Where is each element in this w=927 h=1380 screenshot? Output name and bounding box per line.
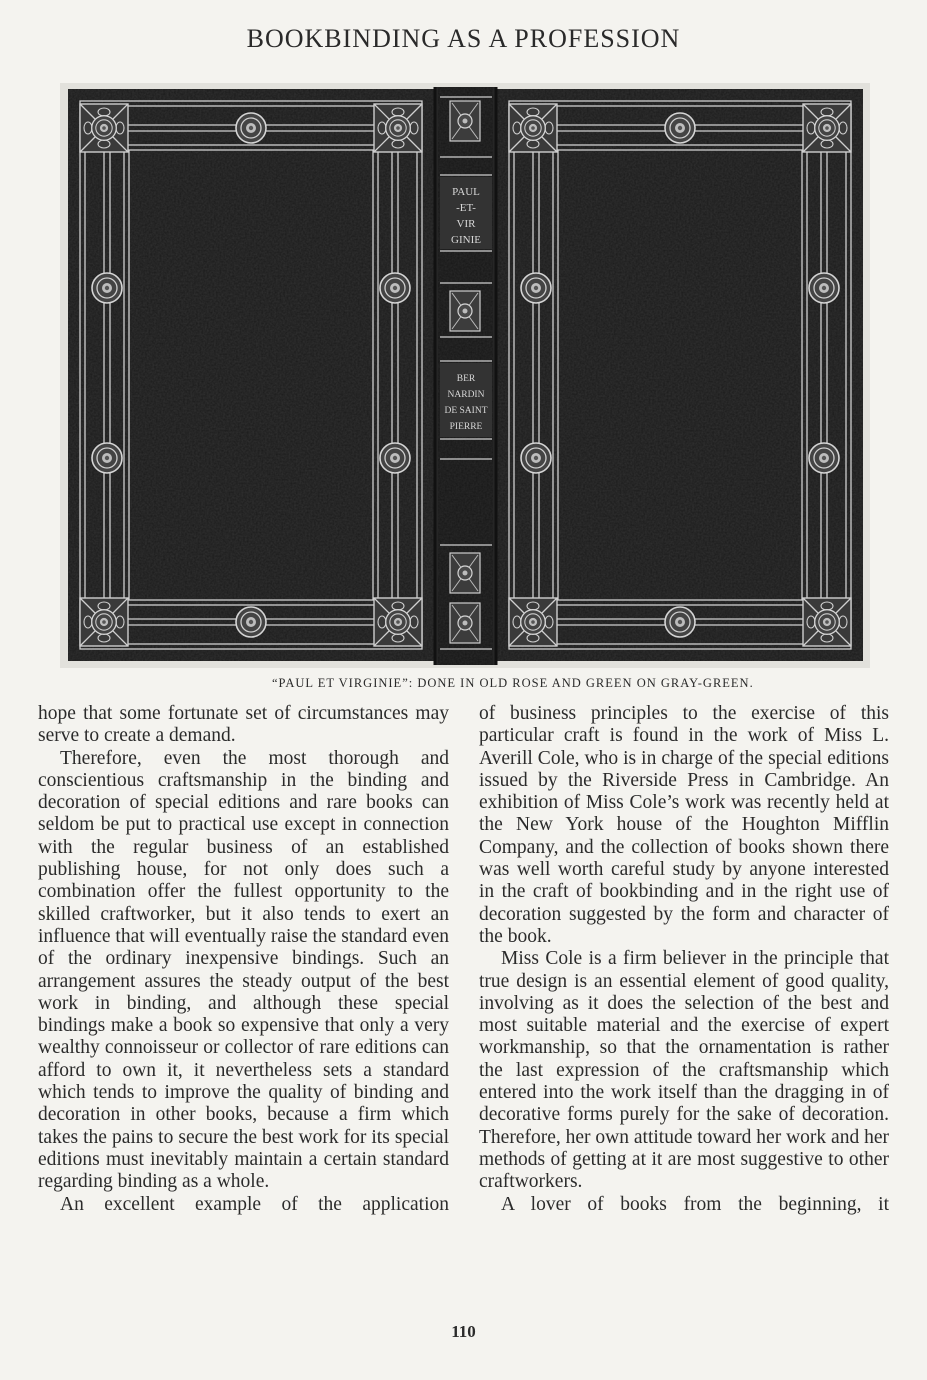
binding-photograph bbox=[60, 83, 870, 668]
paragraph: of business principles to the exercise of this particular craft is found in the work of Miss L. Averill Cole, who is in charge of the special editions issued by the Riverside Press in Cambridge. An exhibition of Miss Cole’s work was recently held at the New York house of the Houghton Mifflin Company, and the collection of books shown there was well worth careful study by anyone interested in the craft of bookbinding and in the right use of decoration suggested by the form and character of the book. bbox=[479, 703, 889, 947]
running-title: BOOKBINDING AS A PROFESSION bbox=[246, 24, 681, 53]
left-column bbox=[38, 703, 449, 1216]
paragraph: Miss Cole is a firm believer in the principle that true design is an essential element of good quality, involving as it does the selection of the best and most suitable material and the exercise of expert workmanship, so that the ornamentation is rather the last expression of the craftsmanship which entered into the work itself than the dragging in of decorative forms purely for the sake of decoration. Therefore, her own attitude toward her work and her methods of getting at it are most suggestive to other craftworkers. bbox=[479, 948, 889, 1193]
figure-caption: “PAUL ET VIRGINIE”: DONE IN OLD ROSE AND GREEN ON GRAY-GREEN. bbox=[272, 676, 754, 690]
spine-author-line: PIERRE bbox=[449, 422, 483, 432]
spine-author-line: DE SAINT bbox=[444, 406, 488, 416]
spine-title-line: GINIE bbox=[451, 234, 481, 246]
paragraph: A lover of books from the beginning, it bbox=[501, 1193, 889, 1215]
spine-title-line: -ET- bbox=[456, 202, 476, 214]
spine-author-line: NARDIN bbox=[447, 390, 485, 400]
paragraph: hope that some fortunate set of circumstances may serve to create a demand. bbox=[38, 703, 449, 747]
spine-title-line: VIR bbox=[456, 218, 476, 230]
spine-title-line: PAUL bbox=[452, 186, 480, 198]
right-column bbox=[479, 703, 889, 1216]
paragraph: Therefore, even the most thorough and conscientious craftsmanship in the binding and decoration of special editions and rare books can seldom be put to practical use except in connection with the regular business of an established publishing house, for not only does such a combination offer the fullest opportunity to the skilled craftworker, but it also tends to exert an influence that will eventually raise the standard even of the ordinary inexpensive bindings. Such an arrangement assures the steady output of the best work in binding, and although these special bindings make a book so expensive that only a very wealthy connoisseur or collector of rare editions can afford to own it, it nevertheless sets a standard which tends to improve the quality of binding and decoration in other books, because a firm which takes the pains to secure the best work for its special editions must inevitably maintain a certain standard regarding binding as a whole. bbox=[38, 747, 449, 1193]
spine-author-line: BER bbox=[456, 374, 476, 384]
page-number: 110 bbox=[451, 1322, 476, 1341]
paragraph: An excellent example of the application bbox=[60, 1193, 449, 1215]
